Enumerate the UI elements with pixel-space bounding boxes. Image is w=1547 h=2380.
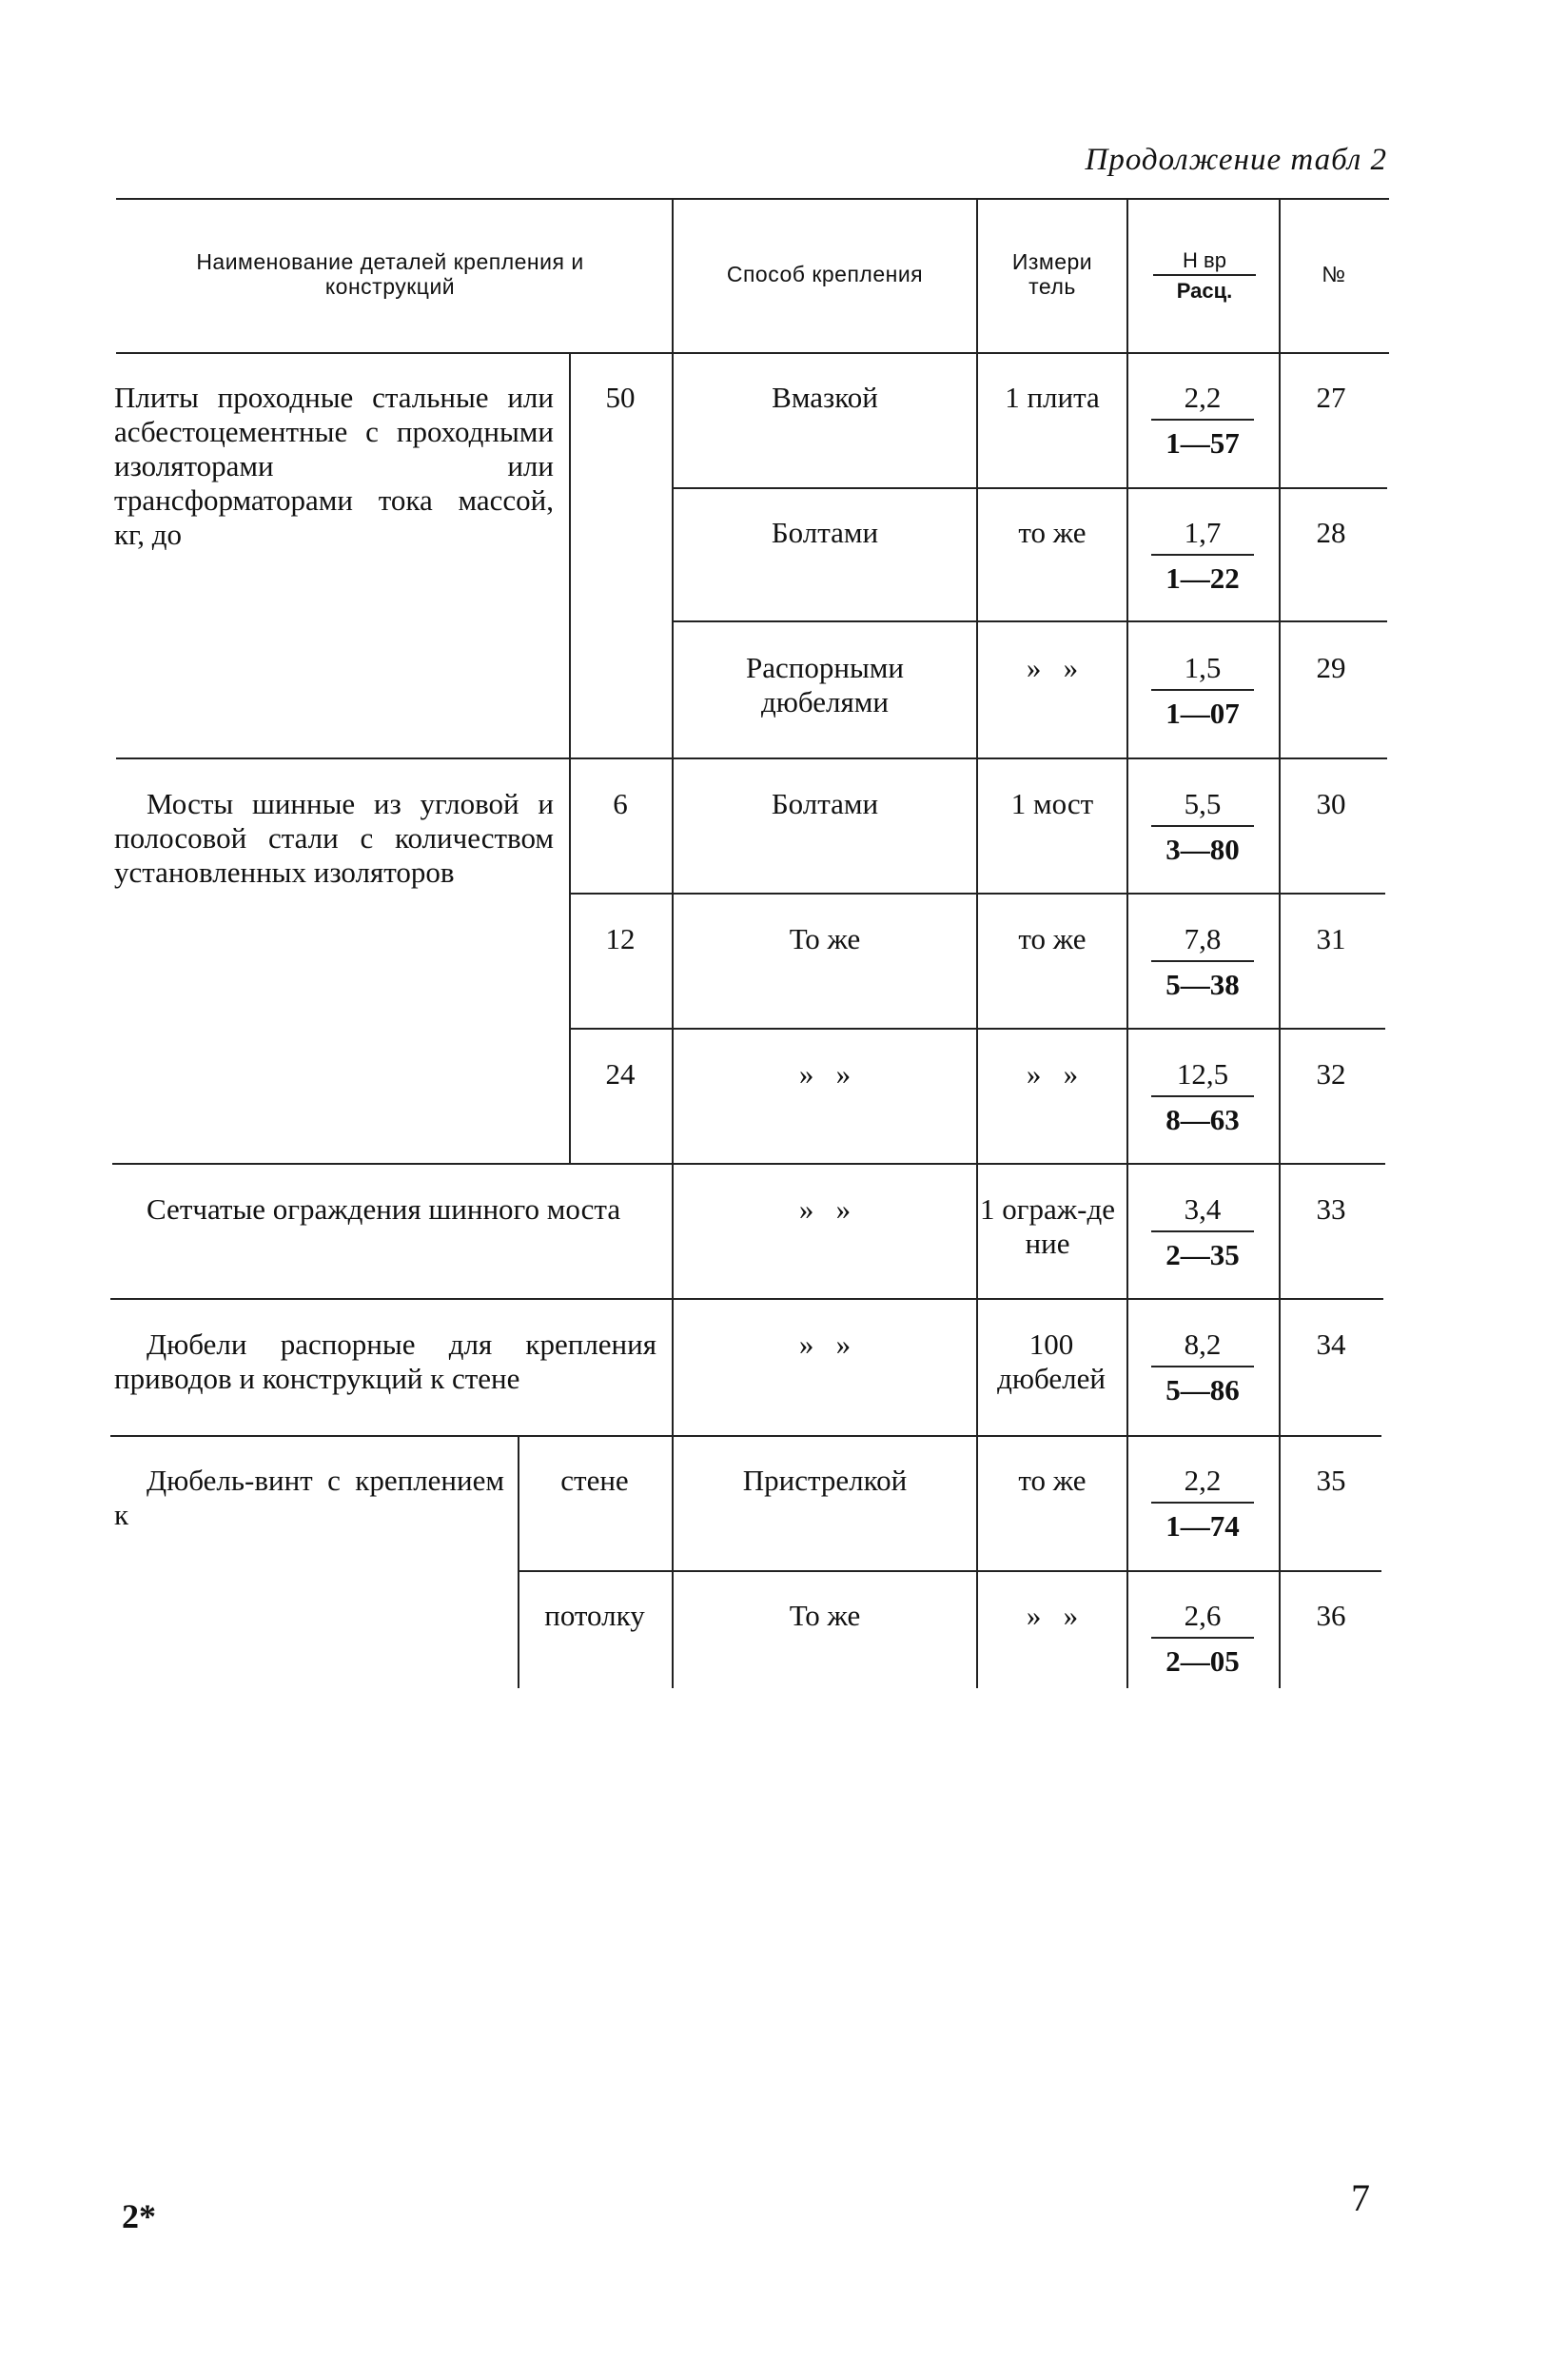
rate-value: 2—05 <box>1165 1644 1240 1678</box>
group-plates: Плиты проходные стальные или асбестоцементные с проходными изоляторами или трансформаторами тока массой, кг, до <box>114 381 554 551</box>
nvr-value: 2,6 <box>1184 1599 1222 1632</box>
rate-value: 1—07 <box>1165 697 1240 730</box>
rate-value: 2—35 <box>1165 1238 1240 1271</box>
param-cell: стене <box>560 1464 629 1497</box>
row-number: 34 <box>1316 1328 1346 1361</box>
row-number: 33 <box>1316 1192 1346 1226</box>
row-number: 35 <box>1316 1464 1346 1497</box>
param-cell: 24 <box>605 1057 636 1091</box>
group-mesh: Сетчатые ограждения шинного моста <box>147 1192 621 1226</box>
param-cell: 6 <box>613 787 628 820</box>
rate-value: 8—63 <box>1165 1103 1240 1136</box>
unit-cell: 1 плита <box>1005 381 1100 414</box>
norm-cell <box>1136 651 1269 731</box>
nvr-value: 12,5 <box>1176 1057 1229 1091</box>
method-cell: » » <box>798 1057 852 1091</box>
norm-cell <box>1136 516 1269 596</box>
unit-cell: то же <box>1018 516 1087 549</box>
group-rule <box>110 1298 1383 1300</box>
continuation-caption: Продолжение табл 2 <box>1085 143 1387 177</box>
group-bridges: Мосты шинные из угловой и полосовой стали с количеством установленных изоляторов <box>114 787 554 889</box>
param-cell: потолку <box>544 1599 645 1632</box>
group-rule <box>112 1163 1385 1165</box>
nvr-value: 3,4 <box>1184 1192 1222 1226</box>
method-cell: Вмазкой <box>772 381 878 414</box>
header-method: Способ крепления <box>726 262 924 286</box>
row-number: 28 <box>1316 516 1346 549</box>
unit-cell: то же <box>1018 1464 1087 1497</box>
norm-cell <box>1136 1599 1269 1679</box>
rate-value: 1—22 <box>1165 561 1240 595</box>
method-cell: » » <box>798 1328 852 1361</box>
unit-cell: то же <box>1018 922 1087 955</box>
signature-mark: 2* <box>122 2197 156 2235</box>
method-cell: То же <box>789 922 861 955</box>
norm-cell <box>1136 381 1269 461</box>
rate-value: 1—57 <box>1165 426 1240 460</box>
param-rule <box>569 352 571 1163</box>
unit-cell: 1 мост <box>1010 787 1094 820</box>
method-cell: То же <box>789 1599 861 1632</box>
norm-cell <box>1136 1464 1269 1544</box>
row-number: 36 <box>1316 1599 1346 1632</box>
page-number: 7 <box>1351 2176 1370 2219</box>
method-cell: Пристрелкой <box>742 1464 908 1497</box>
norm-cell <box>1136 1057 1269 1137</box>
method-cell: Болтами <box>771 787 879 820</box>
header-unit: Измери тель <box>1011 249 1093 299</box>
table-top-rule <box>116 198 1389 200</box>
method-cell: Распорными дюбелями <box>746 651 904 718</box>
group-rule <box>116 757 1387 759</box>
nvr-value: 1,7 <box>1184 516 1222 549</box>
nvr-value: 8,2 <box>1184 1328 1222 1361</box>
unit-cell: 1 ограж-дение <box>980 1192 1115 1260</box>
param-cell: 12 <box>605 922 636 955</box>
unit-cell: » » <box>1026 1057 1079 1091</box>
row-number: 32 <box>1316 1057 1346 1091</box>
method-cell: Болтами <box>771 516 879 549</box>
nvr-value: 7,8 <box>1184 922 1222 955</box>
norm-cell <box>1136 922 1269 1002</box>
header-norm-denominator: Расц. <box>1176 279 1233 303</box>
nvr-value: 1,5 <box>1184 651 1222 684</box>
group-rule <box>110 1435 1381 1437</box>
row-rule <box>518 1570 1381 1572</box>
rate-value: 1—74 <box>1165 1509 1240 1543</box>
row-number: 29 <box>1316 651 1346 684</box>
rate-value: 5—38 <box>1165 968 1240 1001</box>
header-bottom-rule <box>116 352 1389 354</box>
unit-cell: 100 дюбелей <box>997 1328 1106 1395</box>
method-cell: » » <box>798 1192 852 1226</box>
group-dowels: Дюбели распорные для крепления приводов и конструкций к стене <box>114 1328 656 1395</box>
rate-value: 5—86 <box>1165 1373 1240 1406</box>
norm-cell <box>1136 1192 1269 1272</box>
nvr-value: 2,2 <box>1184 381 1222 414</box>
row-number: 27 <box>1316 381 1346 414</box>
header-norm-numerator: Н вр <box>1183 248 1226 272</box>
column-rule <box>1126 198 1128 1688</box>
norm-cell <box>1136 787 1269 867</box>
header-name: Наименование деталей крепления и конструкций <box>196 249 584 299</box>
param-cell: 50 <box>605 381 636 414</box>
nvr-value: 2,2 <box>1184 1464 1222 1497</box>
group-screw: Дюбель-винт с креплением к <box>114 1464 504 1531</box>
row-number: 30 <box>1316 787 1346 820</box>
unit-cell: » » <box>1026 1599 1079 1632</box>
nvr-value: 5,5 <box>1184 787 1222 820</box>
header-no: № <box>1322 262 1346 286</box>
row-number: 31 <box>1316 922 1346 955</box>
unit-cell: » » <box>1026 651 1079 684</box>
norm-cell <box>1136 1328 1269 1407</box>
rate-value: 3—80 <box>1165 833 1240 866</box>
header-norm <box>1128 249 1281 303</box>
